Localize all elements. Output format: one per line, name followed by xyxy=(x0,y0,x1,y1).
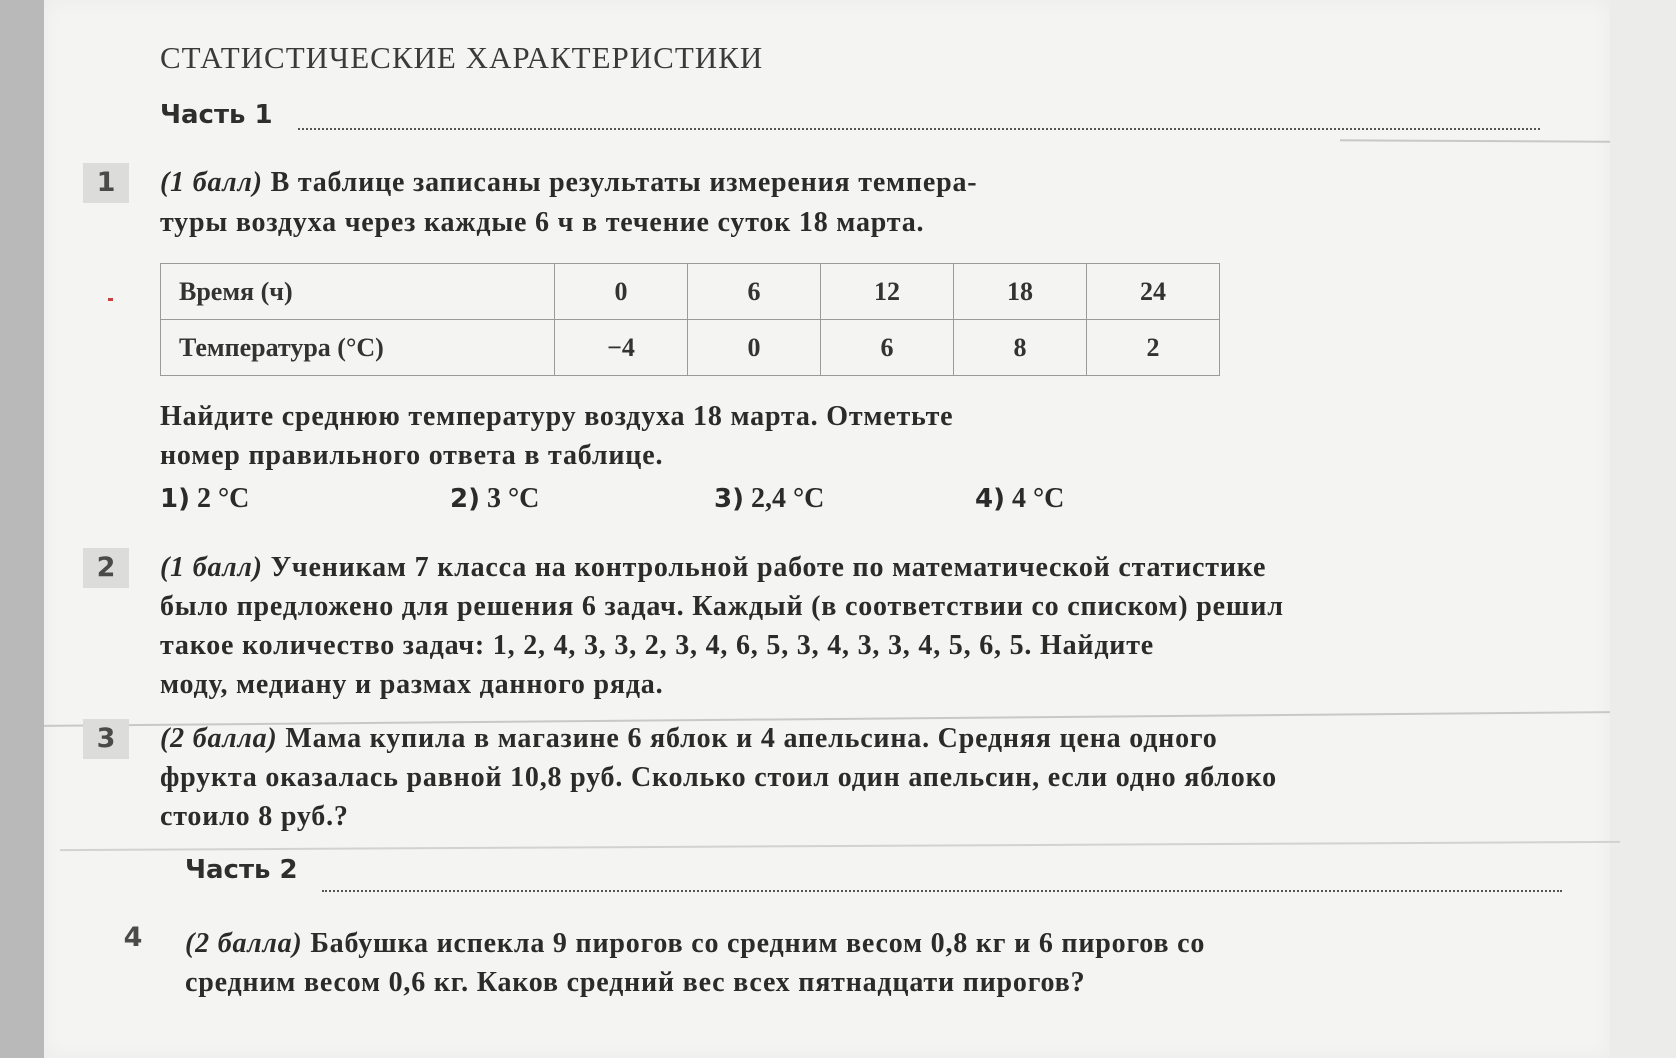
task-4-points: (2 балла) xyxy=(185,928,303,959)
table-cell: 6 xyxy=(821,320,954,376)
task-1-number: 1 xyxy=(83,163,129,203)
page-title: СТАТИСТИЧЕСКИЕ ХАРАКТЕРИСТИКИ xyxy=(160,40,764,75)
task-3-points: (2 балла) xyxy=(160,723,278,754)
answer-option-3 xyxy=(714,483,824,515)
table-row-time xyxy=(161,264,1220,320)
task-2-text: Ученикам 7 класса на контрольной работе по математической статистике xyxy=(270,552,1267,583)
table-header-temperature: Температура (°С) xyxy=(161,320,555,376)
task-2-line-2: было предложено для решения 6 задач. Каждый (в соответствии со списком) решил xyxy=(160,591,1284,622)
task-2-line-1 xyxy=(160,548,1266,587)
task-1-question-line-1: Найдите среднюю температуру воздуха 18 марта. Отметьте xyxy=(160,401,954,432)
task-4-text: Бабушка испекла 9 пирогов со средним весом 0,8 кг и 6 пирогов со xyxy=(310,928,1206,959)
table-cell: 0 xyxy=(688,320,821,376)
task-3-line-2: фрукта оказалась равной 10,8 руб. Сколько стоил один апельсин, если одно яблоко xyxy=(160,762,1277,793)
table-cell: −4 xyxy=(555,320,688,376)
task-2-line-4: моду, медиану и размах данного ряда. xyxy=(160,669,664,700)
task-3-line-3: стоило 8 руб.? xyxy=(160,801,349,832)
table-row-temperature xyxy=(161,320,1220,376)
table-cell: 12 xyxy=(821,264,954,320)
part-1-heading: Часть 1 xyxy=(160,100,273,130)
part-1-dotted-line xyxy=(298,128,1540,130)
task-2-number: 2 xyxy=(83,548,129,588)
table-cell: 18 xyxy=(954,264,1087,320)
answer-value: 4 °С xyxy=(1011,483,1065,514)
answer-option-2 xyxy=(450,483,539,515)
part-2-heading: Часть 2 xyxy=(185,855,298,885)
answer-number: 3) xyxy=(714,484,744,514)
table-cell: 8 xyxy=(954,320,1087,376)
part-2-dotted-line xyxy=(322,890,1562,892)
task-1-line-1 xyxy=(160,163,977,202)
table-cell: 24 xyxy=(1087,264,1220,320)
task-1-text: В таблице записаны результаты измерения темпера- xyxy=(270,167,978,198)
task-1-line-2: туры воздуха через каждые 6 ч в течение суток 18 марта. xyxy=(160,207,925,238)
table-cell: 0 xyxy=(555,264,688,320)
answer-value: 2 °С xyxy=(196,483,250,514)
task-3-line-1 xyxy=(160,719,1218,758)
answer-option-4 xyxy=(975,483,1064,515)
task-4-number: 4 xyxy=(123,922,143,953)
answer-option-1 xyxy=(160,483,249,515)
answer-number: 4) xyxy=(975,484,1005,514)
task-4-line-2: средним весом 0,6 кг. Каков средний вес всех пятнадцати пирогов? xyxy=(185,967,1086,998)
worksheet-page xyxy=(44,0,1610,1058)
task-2-points: (1 балл) xyxy=(160,552,263,583)
task-3-text: Мама купила в магазине 6 яблок и 4 апельсина. Средняя цена одного xyxy=(285,723,1218,754)
task-1-points: (1 балл) xyxy=(160,167,263,198)
task-4-line-1 xyxy=(185,924,1205,963)
page-edge xyxy=(1610,0,1676,1058)
table-header-time: Время (ч) xyxy=(161,264,555,320)
answer-number: 1) xyxy=(160,484,190,514)
task-2-line-3: такое количество задач: 1, 2, 4, 3, 3, 2, 3, 4, 6, 5, 3, 4, 3, 3, 4, 5, 6, 5. Найдите xyxy=(160,630,1154,661)
table-cell: 2 xyxy=(1087,320,1220,376)
table-cell: 6 xyxy=(688,264,821,320)
task-3-number: 3 xyxy=(83,719,129,759)
temperature-table xyxy=(160,263,1220,376)
answer-value: 2,4 °С xyxy=(750,483,825,514)
answer-number: 2) xyxy=(450,484,480,514)
ink-speck xyxy=(108,298,113,301)
answer-value: 3 °С xyxy=(486,483,540,514)
task-1-question-line-2: номер правильного ответа в таблице. xyxy=(160,440,664,471)
